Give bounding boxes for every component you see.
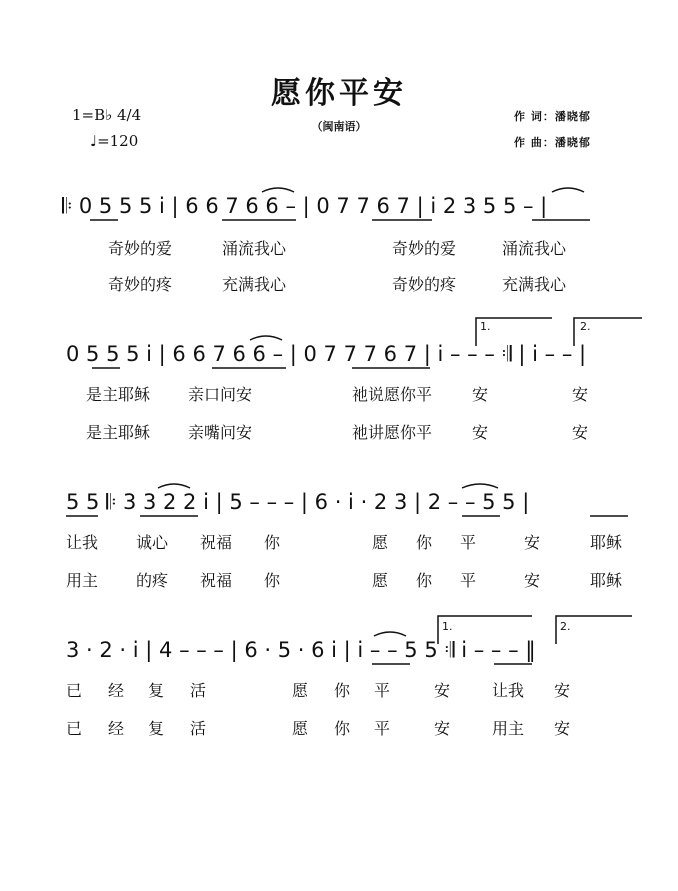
lyric-line-3-verse-2-d: 你 — [264, 571, 281, 590]
tie-arc — [250, 336, 282, 340]
lyricist-credit: 作 词：潘晓郁 — [514, 110, 591, 123]
lyric-line-4-verse-1-j: 安 — [554, 681, 571, 700]
volta-2-label-line-4: 2. — [560, 620, 571, 633]
lyric-line-4-verse-2-e: 愿 — [292, 719, 309, 738]
lyric-line-3-verse-2-c: 祝福 — [200, 571, 233, 590]
lyric-line-2-verse-2-a: 是主耶稣 — [86, 423, 151, 442]
lyric-line-4-verse-2-g: 平 — [374, 719, 391, 738]
lyric-line-3-verse-2-f: 你 — [416, 571, 433, 590]
lyric-line-4-verse-2-i: 用主 — [492, 719, 525, 738]
lyric-line-3-verse-1-i: 耶稣 — [590, 533, 623, 552]
lyric-line-4-verse-1-a: 已 — [66, 681, 83, 700]
lyric-line-2-verse-2-e: 安 — [572, 423, 589, 442]
lyric-line-3-verse-1-c: 祝福 — [200, 533, 233, 552]
tie-arc — [374, 632, 406, 636]
lyric-line-4-verse-1-h: 安 — [434, 681, 451, 700]
lyric-line-3-verse-1-d: 你 — [264, 533, 281, 552]
lyric-line-3-verse-1-f: 你 — [416, 533, 433, 552]
lyric-line-3-verse-1-b: 诚心 — [136, 533, 169, 552]
lyric-line-4-verse-1-f: 你 — [334, 681, 351, 700]
lyric-line-2-verse-1-e: 安 — [572, 385, 589, 404]
lyric-line-4-verse-1-g: 平 — [374, 681, 391, 700]
volta-bracket — [476, 318, 552, 346]
notation-line-4: 3 · 2 · i | 4 – – – | 6 · 5 · 6 i | i – – 5 5 𝄇 i – – – ‖ — [66, 638, 536, 662]
lyric-line-1-verse-2-a: 奇妙的疼 — [108, 275, 173, 294]
tie-arc — [462, 484, 498, 488]
lyric-line-4-verse-2-f: 你 — [334, 719, 351, 738]
notation-line-1: 𝄆 0 5 5 5 i | 6 6 7 6 6 – | 0 7 7 6 7 | i 2 3 5 5 – | — [62, 194, 548, 218]
lyric-line-1-verse-2-c: 奇妙的疼 — [392, 275, 457, 294]
notation-line-2: 0 5 5 5 i | 6 6 7 6 6 – | 0 7 7 7 6 7 | i – – – 𝄇 | i – – | — [66, 342, 587, 366]
song-title: 愿你平安 — [271, 76, 407, 111]
lyric-line-4-verse-1-e: 愿 — [292, 681, 309, 700]
lyric-line-3-verse-2-h: 安 — [524, 571, 541, 590]
lyric-line-3-verse-2-e: 愿 — [372, 571, 389, 590]
lyric-line-3-verse-1-e: 愿 — [372, 533, 389, 552]
lyric-line-3-verse-2-i: 耶稣 — [590, 571, 623, 590]
lyric-line-1-verse-1-d: 涌流我心 — [502, 239, 567, 258]
lyric-line-3-verse-2-g: 平 — [460, 571, 477, 590]
lyric-line-2-verse-2-b: 亲嘴问安 — [188, 423, 253, 442]
lyric-line-4-verse-1-i: 让我 — [492, 681, 525, 700]
tie-arc — [552, 188, 584, 192]
lyric-line-3-verse-1-h: 安 — [524, 533, 541, 552]
lyric-line-1-verse-1-a: 奇妙的爱 — [108, 239, 173, 258]
lyric-line-2-verse-2-c: 祂讲愿你平 — [352, 423, 433, 442]
lyric-line-2-verse-1-c: 祂说愿你平 — [352, 385, 433, 404]
lyric-line-4-verse-2-j: 安 — [554, 719, 571, 738]
lyric-line-4-verse-1-d: 活 — [190, 681, 207, 700]
lyric-line-1-verse-2-d: 充满我心 — [502, 275, 567, 294]
composer-credit: 作 曲：潘晓郁 — [514, 136, 591, 149]
volta-bracket — [438, 616, 532, 644]
lyric-line-1-verse-2-b: 充满我心 — [222, 275, 287, 294]
notation-line-3: 5 5 𝄆 3 3 2 2 i | 5 – – – | 6 · i · 2 3 | 2 – – 5 5 | — [66, 490, 530, 514]
key-time-signature: 1=B♭ 4/4 — [72, 106, 142, 124]
tie-arc — [262, 188, 294, 192]
tempo-marking: ♩=120 — [90, 132, 139, 150]
lyric-line-3-verse-2-a: 用主 — [66, 571, 99, 590]
song-subtitle: （闽南语） — [311, 120, 367, 133]
lyric-line-2-verse-2-d: 安 — [472, 423, 489, 442]
volta-bracket — [556, 616, 632, 644]
tie-arc — [158, 484, 190, 488]
volta-bracket — [574, 318, 642, 346]
lyric-line-3-verse-2-b: 的疼 — [136, 571, 169, 590]
lyric-line-4-verse-2-d: 活 — [190, 719, 207, 738]
lyric-line-2-verse-1-a: 是主耶稣 — [86, 385, 151, 404]
lyric-line-1-verse-1-c: 奇妙的爱 — [392, 239, 457, 258]
lyric-line-4-verse-2-h: 安 — [434, 719, 451, 738]
lyric-line-1-verse-1-b: 涌流我心 — [222, 239, 287, 258]
volta-1-label-line-2: 1. — [480, 320, 491, 333]
lyric-line-4-verse-2-c: 复 — [148, 719, 165, 738]
lyric-line-4-verse-2-a: 已 — [66, 719, 83, 738]
volta-2-label-line-2: 2. — [580, 320, 591, 333]
lyric-line-3-verse-1-a: 让我 — [66, 533, 99, 552]
lyric-line-4-verse-1-c: 复 — [148, 681, 165, 700]
volta-1-label-line-4: 1. — [442, 620, 453, 633]
lyric-line-4-verse-1-b: 经 — [108, 681, 125, 700]
lyric-line-4-verse-2-b: 经 — [108, 719, 125, 738]
lyric-line-2-verse-1-d: 安 — [472, 385, 489, 404]
lyric-line-2-verse-1-b: 亲口问安 — [188, 385, 253, 404]
lyric-line-3-verse-1-g: 平 — [460, 533, 477, 552]
